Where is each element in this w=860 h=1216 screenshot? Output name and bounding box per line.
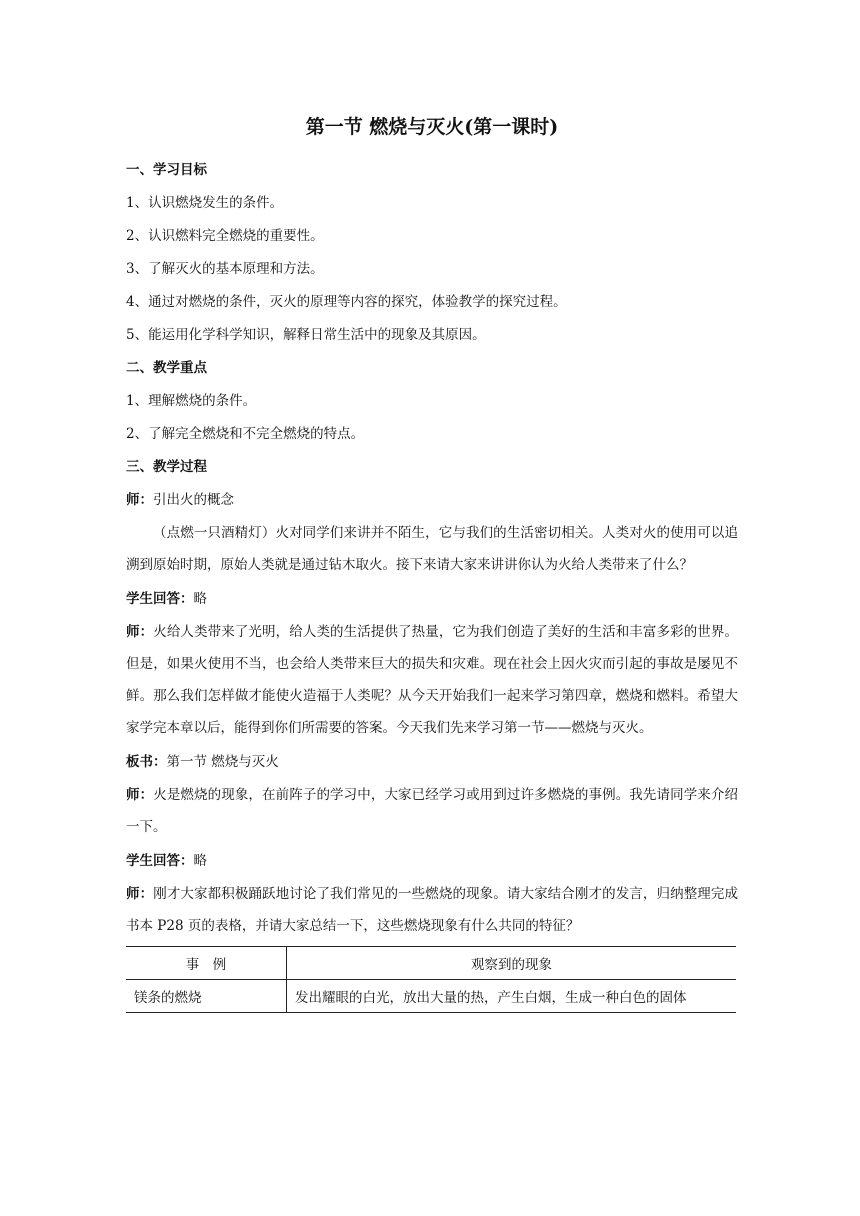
speaker-label: 师： xyxy=(126,886,154,902)
objective-item: 4、通过对燃烧的条件，灭火的原理等内容的探究，体验教学的探究过程。 xyxy=(126,294,567,310)
dialogue-text: 刚才大家都积极踊跃地讨论了我们常见的一些燃烧的现象。请大家结合刚才的发言，归纳整理完成书本 P28 页的表格，并请大家总结一下，这些燃烧现象有什么共同的特征？ xyxy=(126,886,739,934)
objective-item: 2、认识燃料完全燃烧的重要性。 xyxy=(126,228,324,244)
dialogue-line xyxy=(126,752,738,772)
dialogue-line xyxy=(126,589,738,609)
objective-item: 5、能运用化学科学知识，解释日常生活中的现象及其原因。 xyxy=(126,327,486,343)
dialogue-line xyxy=(126,490,738,510)
key-point-item: 1、理解燃烧的条件。 xyxy=(126,393,257,409)
table-cell: 镁条的燃烧 xyxy=(126,980,287,1013)
objective-item: 3、了解灭火的基本原理和方法。 xyxy=(126,261,324,277)
key-points-heading: 二、教学重点 xyxy=(126,360,207,376)
dialogue-paragraph: （点燃一只酒精灯）火对同学们来讲并不陌生，它与我们的生活密切相关。人类对火的使用可以追溯到原始时期，原始人类就是通过钻木取火。接下来请大家来讲讲你认为火给人类带来了什么？ xyxy=(126,525,738,573)
key-point-item: 2、了解完全燃烧和不完全燃烧的特点。 xyxy=(126,426,365,442)
dialogue-text: 略 xyxy=(193,591,207,607)
speaker-label: 学生回答： xyxy=(126,591,194,607)
page-title: 第一节 燃烧与灭火(第一课时) xyxy=(305,116,559,138)
objectives-heading: 一、学习目标 xyxy=(126,162,207,178)
speaker-label: 师： xyxy=(126,624,154,640)
table-cell: 发出耀眼的白光，放出大量的热，产生白烟，生成一种白色的固体 xyxy=(287,980,737,1013)
table-header-cell: 观察到的现象 xyxy=(287,947,737,980)
document-page xyxy=(126,112,738,1013)
dialogue-text: 第一节 燃烧与灭火 xyxy=(166,754,279,770)
dialogue-paragraph xyxy=(126,616,738,744)
dialogue-text: 火是燃烧的现象，在前阵子的学习中，大家已经学习或用到过许多燃烧的事例。我先请同学来介绍一下。 xyxy=(126,787,739,835)
table-row xyxy=(126,980,736,1013)
dialogue-paragraph xyxy=(126,878,738,942)
speaker-label: 学生回答： xyxy=(126,853,194,869)
observation-table xyxy=(126,946,736,1013)
table-header-row xyxy=(126,947,736,980)
objective-item: 1、认识燃烧发生的条件。 xyxy=(126,195,284,211)
speaker-label: 板书： xyxy=(126,754,167,770)
speaker-label: 师： xyxy=(126,492,153,508)
dialogue-paragraph xyxy=(126,779,738,843)
dialogue-text: 略 xyxy=(193,853,207,869)
table-header-cell: 事 例 xyxy=(126,947,287,980)
speaker-label: 师： xyxy=(126,787,154,803)
dialogue-text: 引出火的概念 xyxy=(153,492,234,508)
dialogue-line xyxy=(126,851,738,871)
process-heading: 三、教学过程 xyxy=(126,459,207,475)
dialogue-text: 火给人类带来了光明，给人类的生活提供了热量，它为我们创造了美好的生活和丰富多彩的世界。但是，如果火使用不当，也会给人类带来巨大的损失和灾难。现在社会上因火灾而引起的事故是屡见不鲜。那么我们怎样做才能使火造福于人类呢？从今天开始我们一起来学习第四章，燃烧和燃料。希望大家学完本章以后，能得到你们所需要的答案。今天我们先来学习第一节——燃烧与灭火。 xyxy=(126,624,739,736)
